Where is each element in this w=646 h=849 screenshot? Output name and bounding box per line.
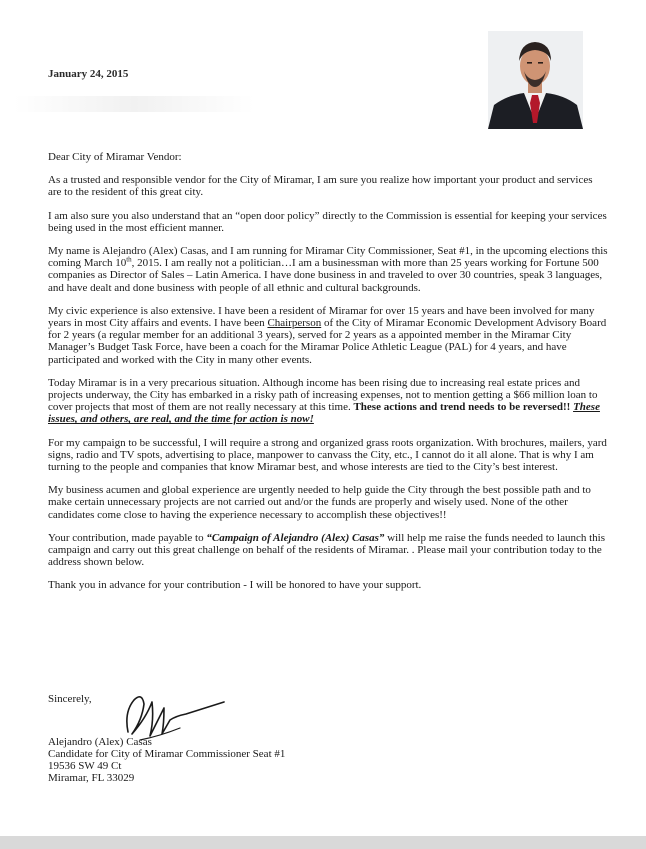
paragraph-9: Thank you in advance for your contribution - I will be honored to have your support. (48, 579, 422, 592)
paragraph-5 (48, 377, 608, 426)
paragraph-4-text-b: of the City of Miramar Economic Development Advisory Board for 2 years (a regular member for an additional 3 years), served for 2 years as a appointed member in the Miramar City Manager’s Budget Task Force, have been a coach for the Miramar Police Athletic League (PAL) for 4 years, and have participated and worked with the City in many other events. (48, 317, 607, 366)
signer-title: Candidate for City of Miramar Commissioner Seat #1 (48, 748, 286, 760)
ordinal-superscript: th (126, 255, 132, 264)
paragraph-2: I am also sure you also understand that an “open door policy” directly to the Commission is essential for keeping your services being used in the most efficient manner. (48, 209, 607, 234)
chairperson-underlined: Chairperson (267, 317, 322, 330)
paragraph-8-text-a: Your contribution, made payable to (48, 531, 207, 544)
paragraph-8-text-b: will help me raise the funds needed to launch this campaign and carry out this great challenge on behalf of the residents of Miramar. . Please mail your contribution today to the address shown below. (48, 531, 605, 569)
paragraph-5-emphasis: These issues, and others, are real, and the time for action is now! (48, 401, 600, 426)
viewer-bottom-strip (0, 836, 646, 849)
letter-date: January 24, 2015 (48, 68, 129, 80)
paragraph-3-text-a: My name is Alejandro (Alex) Casas, and I am running for Miramar City Commissioner, Seat #1, in the upcoming elections this coming March 10 (48, 245, 608, 270)
paragraph-5-bold: These actions and trend needs to be reversed!! (353, 401, 571, 414)
paragraph-1: As a trusted and responsible vendor for the City of Miramar, I am sure you realize how important your product and services are to the resident of this great city. (48, 174, 593, 199)
redacted-recipient (14, 96, 254, 112)
letter-body (48, 151, 608, 603)
paragraph-5-text-a: Today Miramar is in a very precarious situation. Although income has been rising due to increasing real estate prices and projects underway, the City has embarked in a risky path of increasing expenses, not to mention getting a $66 million loan to cover projects that most of them are not really necessary at this time. (48, 376, 598, 414)
paragraph-8 (48, 532, 608, 569)
paragraph-7: My business acumen and global experience are urgently needed to help guide the City through the best possible path and to make certain unnecessary projects are not carried out and/or the funds are properly and wisely used. None of the other candidates come close to having the experience necessary to accomplish these objectives!! (48, 484, 591, 521)
address-line-2: Miramar, FL 33029 (48, 772, 135, 784)
signer-name: Alejandro (Alex) Casas (48, 736, 152, 748)
candidate-photo (488, 31, 583, 129)
paragraph-4 (48, 305, 608, 366)
closing: Sincerely, (48, 693, 92, 705)
paragraph-4-text-a: My civic experience is also extensive. I have been a resident of Miramar for over 15 years and have been involved for many years in most City affairs and events. I have been (48, 304, 595, 330)
salutation: Dear City of Miramar Vendor: (48, 151, 182, 163)
paragraph-3-text-b: , 2015. I am really not a politician…I am a businessman with more than 25 years working for Fortune 500 companies as Director of Sales – Latin America. I have done business in and traveled to over 30 countries, speak 3 languages, and have dealt and done business with people of all ethnic and cultural backgrounds. (48, 257, 603, 294)
address-line-1: 19536 SW 49 Ct (48, 760, 122, 772)
paragraph-3 (48, 245, 608, 294)
paragraph-6: For my campaign to be successful, I will require a strong and organized grass roots organization. With brochures, mailers, yard signs, radio and TV spots, advertising to place, manpower to canvass the City, etc., I cannot do it all alone. That is why I am turning to the people and companies that know Miramar best, and whose interests are tied to the City’s best interest. (48, 436, 607, 474)
payee-name: “Campaign of Alejandro (Alex) Casas” (206, 531, 385, 544)
